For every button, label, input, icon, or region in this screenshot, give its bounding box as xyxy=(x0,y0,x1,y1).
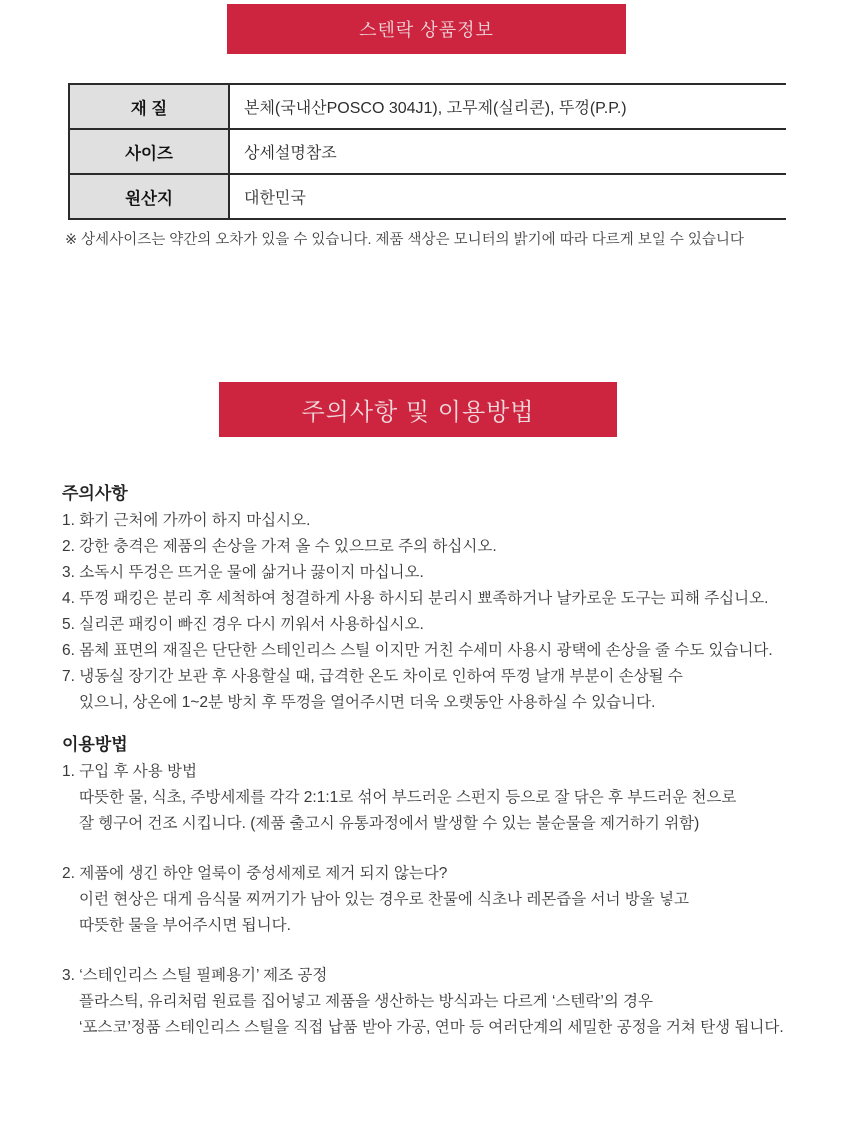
precaution-item-continuation: 있으니, 상온에 1~2분 방치 후 뚜껑을 열어주시면 더욱 오랫동안 사용하실 수 있습니다. xyxy=(79,694,656,711)
usage-item-title: 1. 구입 후 사용 방법 xyxy=(62,763,197,780)
spec-label-size: 사이즈 xyxy=(69,129,229,174)
notice-banner xyxy=(219,382,617,437)
table-row xyxy=(69,84,786,129)
usage-section xyxy=(62,734,810,1041)
precaution-item xyxy=(62,664,810,716)
spec-value-size: 상세설명참조 xyxy=(229,129,786,174)
usage-item-line: ‘포스코’정품 스테인리스 스틸을 직접 납품 받아 가공, 연마 등 여러단계의 세밀한 공정을 거쳐 탄생 됩니다. xyxy=(79,1019,784,1036)
precautions-section xyxy=(62,483,810,716)
usage-item xyxy=(62,963,810,1041)
precaution-item: 3. 소독시 뚜겅은 뜨거운 물에 삶거나 끓이지 마십니오. xyxy=(62,564,424,581)
table-row xyxy=(69,129,786,174)
size-note: ※ 상세사이즈는 약간의 오차가 있을 수 있습니다. 제품 색상은 모니터의 밝기에 따라 다르게 보일 수 있습니다 xyxy=(65,232,744,248)
usage-item xyxy=(62,759,810,837)
product-info-banner xyxy=(227,4,626,54)
usage-item-line: 플라스틱, 유리처럼 원료를 집어넣고 제품을 생산하는 방식과는 다르게 ‘스텐락’의 경우 xyxy=(79,993,654,1010)
spec-value-origin: 대한민국 xyxy=(229,174,786,219)
usage-item-line: 이런 현상은 대게 음식물 찌꺼기가 남아 있는 경우로 찬물에 식초나 레몬즙을 서너 방울 넣고 xyxy=(79,891,689,908)
precaution-item: 4. 뚜껑 패킹은 분리 후 세척하여 청결하게 사용 하시되 분리시 뾰족하거나 날카로운 도구는 피해 주십니오. xyxy=(62,590,769,607)
usage-item-line: 따뜻한 물, 식초, 주방세제를 각각 2:1:1로 섞어 부드러운 스펀지 등으로 잘 닦은 후 부드러운 천으로 xyxy=(79,789,737,806)
spec-table xyxy=(68,83,786,220)
usage-item-title: 3. ‘스테인리스 스틸 필폐용기’ 제조 공정 xyxy=(62,967,328,984)
spec-value-material: 본체(국내산POSCO 304J1), 고무제(실리콘), 뚜껑(P.P.) xyxy=(229,84,786,129)
spec-label-material: 재 질 xyxy=(69,84,229,129)
usage-item-title: 2. 제품에 생긴 하얀 얼룩이 중성세제로 제거 되지 않는다? xyxy=(62,865,448,882)
precaution-item: 1. 화기 근처에 가까이 하지 마십시오. xyxy=(62,512,311,529)
notice-banner-title: 주의사항 및 이용방법 xyxy=(301,399,535,426)
usage-item xyxy=(62,861,810,939)
precaution-item: 5. 실리콘 패킹이 빠진 경우 다시 끼워서 사용하십시오. xyxy=(62,616,424,633)
usage-heading: 이용방법 xyxy=(62,735,128,754)
usage-item-line: 따뜻한 물을 부어주시면 됩니다. xyxy=(79,917,291,934)
spec-label-origin: 원산지 xyxy=(69,174,229,219)
table-row xyxy=(69,174,786,219)
precautions-heading: 주의사항 xyxy=(62,484,128,503)
usage-item-line: 잘 헹구어 건조 시킵니다. (제품 출고시 유통과정에서 발생할 수 있는 불순물을 제거하기 위함) xyxy=(79,815,700,832)
product-info-banner-title: 스텐락 상품정보 xyxy=(359,20,494,40)
precaution-item: 6. 몸체 표면의 재질은 단단한 스테인리스 스틸 이지만 거친 수세미 사용시 광택에 손상을 줄 수도 있습니다. xyxy=(62,642,773,659)
precaution-item: 2. 강한 충격은 제품의 손상을 가져 올 수 있으므로 주의 하십시오. xyxy=(62,538,497,555)
precaution-item-line: 7. 냉동실 장기간 보관 후 사용할실 때, 급격한 온도 차이로 인하여 뚜껑 날개 부분이 손상될 수 xyxy=(62,668,683,685)
